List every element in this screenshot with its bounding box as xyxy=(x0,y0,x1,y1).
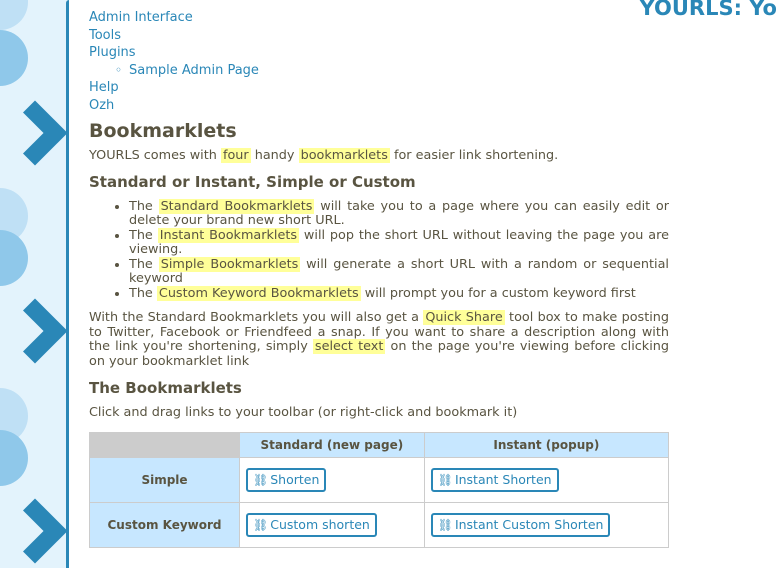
intro-text: handy xyxy=(254,147,295,163)
instant-shorten-bookmarklet[interactable]: ⛓ Instant Shorten xyxy=(431,468,559,493)
nav-plugins[interactable]: Plugins xyxy=(89,45,136,60)
highlight: Simple Bookmarklets xyxy=(160,256,299,272)
table-corner xyxy=(90,433,240,458)
link-chain-icon: ⛓ xyxy=(253,517,269,532)
instant-custom-shorten-bookmarklet[interactable]: ⛓ Instant Custom Shorten xyxy=(431,513,611,538)
quick-share-paragraph: With the Standard Bookmarklets you will also get a Quick Share tool box to make posting to Twitter, Facebook or Friendfeed a snap. If you want to share a description along with the link you're shortening, simply select text on the page you're viewing before clicking on your bookmarklet link xyxy=(89,310,670,369)
nav-ozh[interactable]: Ozh xyxy=(89,97,115,113)
nav-admin-interface[interactable]: Admin Interface xyxy=(89,10,193,25)
page-title: Bookmarklets xyxy=(89,120,237,142)
link-chain-icon: ⛓ xyxy=(253,472,269,487)
row-header-custom-keyword: Custom Keyword xyxy=(90,503,240,548)
section-heading: Standard or Instant, Simple or Custom xyxy=(89,173,416,191)
intro-text: YOURLS comes with xyxy=(89,147,217,163)
list-item: • The Instant Bookmarklets will pop the short URL without leaving the page you are viewing. xyxy=(129,229,669,258)
list-item: • The Standard Bookmarklets will take you to a page where you can easily edit or delete your brand new short URL. xyxy=(129,200,669,229)
bookmarklets-table xyxy=(89,432,669,548)
section-heading: The Bookmarklets xyxy=(89,379,242,397)
highlight: Quick Share xyxy=(425,310,503,325)
list-item: • The Simple Bookmarklets will generate a short URL with a random or sequential keyword xyxy=(129,258,669,287)
column-header-instant: Instant (popup) xyxy=(424,433,668,458)
highlight: Standard Bookmarklets xyxy=(160,198,313,214)
drag-hint: Click and drag links to your toolbar (or right-click and bookmark it) xyxy=(89,404,518,420)
highlight: Custom Keyword Bookmarklets xyxy=(158,285,359,301)
highlight: four xyxy=(222,147,249,163)
link-chain-icon: ⛓ xyxy=(437,517,453,532)
decorative-sidebar xyxy=(0,0,68,568)
main-area xyxy=(69,0,777,568)
highlight: Instant Bookmarklets xyxy=(159,227,298,243)
intro-text: for easier link shortening. xyxy=(393,147,559,163)
nav-tools[interactable]: Tools xyxy=(89,27,122,43)
nav-sample-admin-page[interactable]: ◦ Sample Admin Page xyxy=(129,62,259,78)
decor-circle xyxy=(0,230,28,286)
row-header-simple: Simple xyxy=(90,458,240,503)
column-header-standard: Standard (new page) xyxy=(240,433,425,458)
nav-submenu xyxy=(89,62,259,80)
table-row xyxy=(90,503,669,548)
decor-circle xyxy=(0,430,28,486)
highlight: select text xyxy=(314,339,384,354)
highlight: bookmarklets xyxy=(300,147,388,163)
admin-menu xyxy=(89,9,259,114)
link-chain-icon: ⛓ xyxy=(437,472,453,487)
custom-shorten-bookmarklet[interactable]: ⛓ Custom shorten xyxy=(246,513,377,538)
content xyxy=(89,120,670,548)
decor-circle xyxy=(0,0,28,30)
decor-circle xyxy=(0,30,28,86)
bookmarklet-types-list xyxy=(89,200,669,302)
table-header-row xyxy=(90,433,669,458)
list-item: • The Custom Keyword Bookmarklets will prompt you for a custom keyword first xyxy=(129,287,669,302)
shorten-bookmarklet[interactable]: ⛓ Shorten xyxy=(246,468,326,493)
app-title[interactable]: YOURLS: Yo xyxy=(639,0,777,20)
nav-help[interactable]: Help xyxy=(89,80,119,95)
intro-paragraph xyxy=(89,149,669,164)
table-row xyxy=(90,458,669,503)
